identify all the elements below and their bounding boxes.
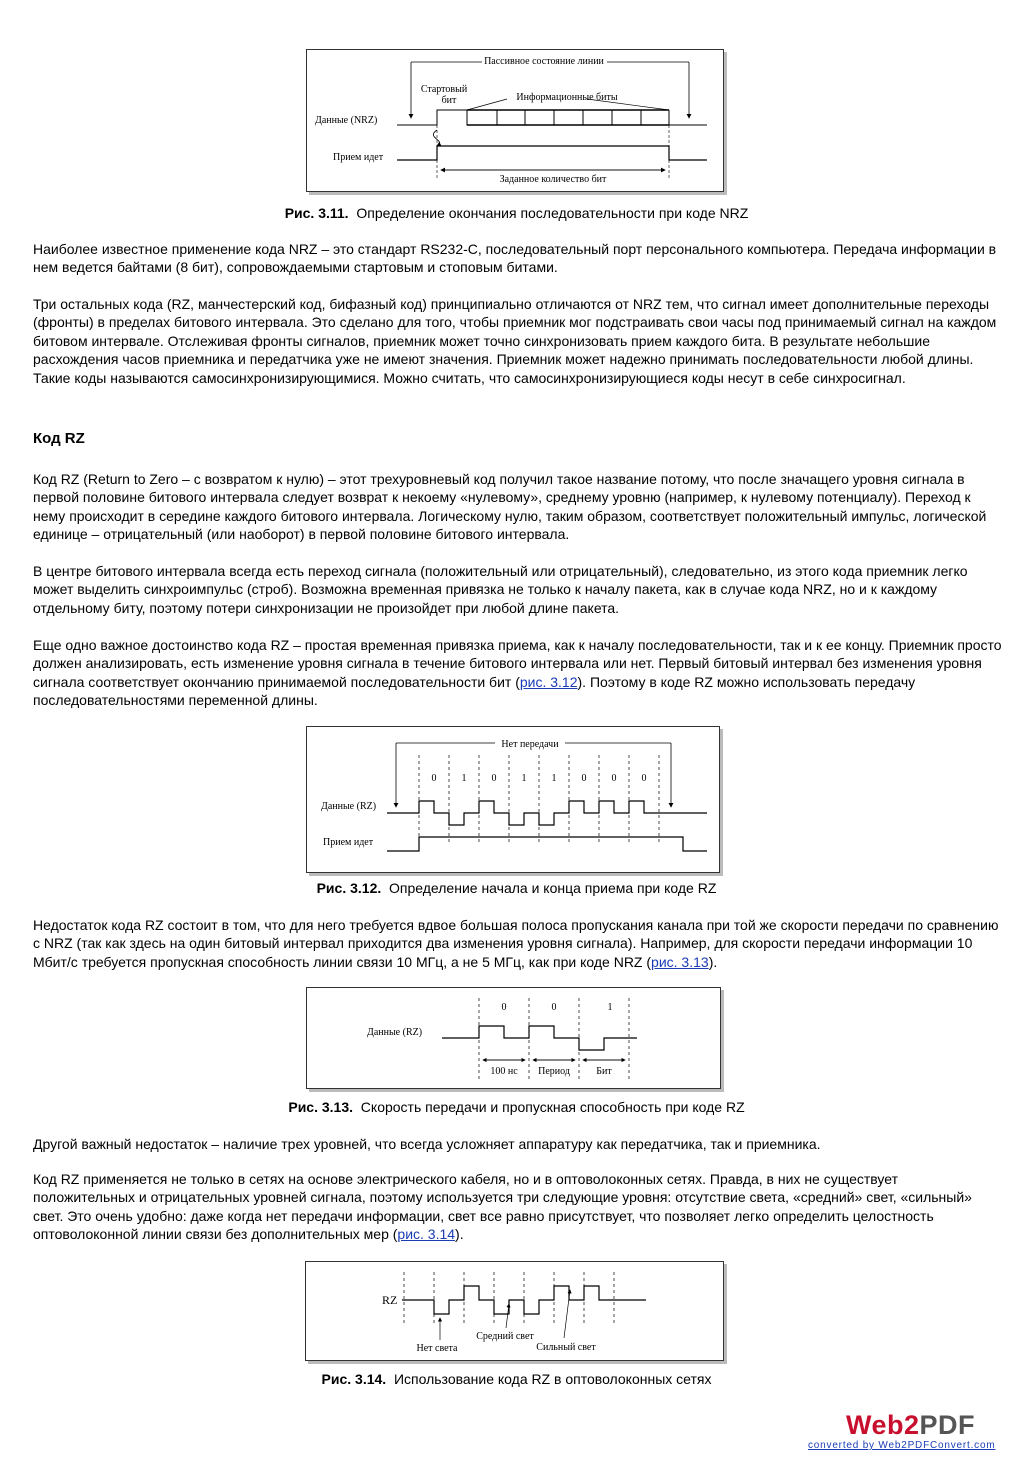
logo-link[interactable]: converted by Web2PDFConvert.com (808, 1440, 996, 1451)
caption-3-13-number: Рис. 3.13. (288, 1099, 354, 1115)
bit-label: 1 (521, 773, 527, 784)
label-rx-rz: Прием идет (323, 837, 374, 848)
bit-label: 0 (491, 773, 497, 784)
label-passive: Пассивное состояние линии (484, 56, 604, 67)
caption-3-14-number: Рис. 3.14. (321, 1371, 387, 1387)
bit-label: 0 (611, 773, 617, 784)
label-rx: Прием идет (333, 152, 384, 163)
figure-3-12 (306, 726, 720, 873)
caption-3-11-text: Определение окончания последовательности при коде NRZ (356, 205, 749, 221)
label-data-nrz: Данные (NRZ) (315, 115, 378, 126)
label-100ns: 100 нс (490, 1066, 518, 1077)
caption-3-12 (0, 880, 1033, 896)
figure-3-14-diagram (306, 1262, 723, 1360)
paragraph-nrz-rs232: Наиболее известное применение кода NRZ – это стандарт RS232-C, последовательный порт персонального компьютера. Передача информации в нем ведется байтами (8 бит), сопровождаемыми стартовым и стоповым битами. (33, 241, 997, 276)
paragraph-rz-bandwidth (33, 916, 1003, 971)
bit-label: 0 (501, 1002, 507, 1013)
caption-3-13 (0, 1099, 1033, 1115)
label-start-2: бит (441, 95, 457, 106)
figure-3-13-diagram (307, 988, 720, 1088)
paragraph-rz-timing-text-a: Еще одно важное достоинство кода RZ – простая временная привязка приема, как к началу последовательности, так и к ее концу. Приемник просто должен анализировать, есть изменение уровня сигнала в течение битового интервала или нет. Первый битовый интервал без изменения уровня сигнала соответствует окончанию принимаемой последовательности бит ( (33, 637, 1002, 690)
figure-3-14 (305, 1261, 724, 1361)
paragraph-self-sync: Три остальных кода (RZ, манчестерский код, бифазный код) принципиально отличаются от NRZ тем, что сигнал имеет дополнительные переходы (фронты) в пределах битового интервала. Это сделано для того, чтобы приемник мог подстраивать свои часы под принимаемый сигнал на каждом битовом интервале. Отслеживая фронты сигналов, приемник может точно синхронизовать прием каждого бита. В результате небольшие расхождения часов приемника и передатчика уже не имеют значения. Приемник может надежно принимать последовательности любой длины. Такие коды называются самосинхронизирующимися. Можно считать, что самосинхронизирующиеся коды несут в себе синхросигнал. (33, 296, 997, 386)
paragraph-rz-timing (33, 636, 1003, 710)
figure-3-12-diagram (307, 727, 719, 872)
figure-3-11-diagram (307, 50, 723, 191)
paragraph-rz-strobe: В центре битового интервала всегда есть переход сигнала (положительный или отрицательный), следовательно, из этого кода приемник легко может выделить синхроимпульс (строб). Возможна временная привязка не только к началу пакета, как в случае кода NRZ, но и к каждому отдельному биту, поэтому потери синхронизации не произойдет при любой длине пакета. (33, 563, 968, 616)
paragraph-rz-optical-text-b: ). (455, 1226, 464, 1243)
paragraph-rz-optical-text-a: Код RZ применяется не только в сетях на основе электрического кабеля, но и в оптоволоконных сетях. Правда, в них не существует положительных и отрицательных уровней сигнала, поэтому используется три следующие уровня: отсутствие света, «средний» свет, «сильный» свет. Это очень удобно: даже когда нет передачи информации, свет все равно присутствует, что позволяет легко определить целостность оптоволоконной линии связи без дополнительных мер ( (33, 1171, 972, 1243)
paragraph-rz-optical (33, 1170, 1003, 1244)
label-bit-count: Заданное количество бит (499, 174, 607, 185)
label-start-1: Стартовый (420, 84, 468, 95)
paragraph-rz-definition: Код RZ (Return to Zero – с возвратом к нулю) – этот трехуровневый код получил такое название потому, что после значащего уровня сигнала в первой половине битового интервала следует возврат к некоему «нулевому», среднему уровню (например, к нулевому потенциалу). Переход к нему происходит в середине каждого битового интервала. Логическому нулю, таким образом, соответствует положительный импульс, логической единице – отрицательный (или наоборот) в первой половине битового интервала. (33, 471, 987, 543)
label-no-transmission: Нет передачи (501, 739, 559, 750)
link-fig-3-12[interactable]: рис. 3.12 (519, 673, 578, 690)
bit-label: 1 (551, 773, 557, 784)
paragraph-rz-bandwidth-text-b: ). (708, 953, 718, 970)
caption-3-12-text: Определение начала и конца приема при коде RZ (389, 880, 717, 896)
bit-label: 1 (461, 773, 467, 784)
bit-label: 0 (431, 773, 437, 784)
bit-label: 0 (641, 773, 647, 784)
figure-3-11 (306, 49, 724, 192)
logo-wordmark (846, 1410, 975, 1441)
label-data-rz: Данные (RZ) (321, 801, 377, 812)
label-no-light: Нет света (416, 1343, 458, 1354)
section-heading-rz: Код RZ (33, 430, 85, 447)
link-fig-3-14[interactable]: рис. 3.14 (397, 1226, 456, 1243)
label-info-bits: Информационные биты (516, 92, 618, 103)
bit-label: 0 (551, 1002, 557, 1013)
label-rz-314: RZ (382, 1293, 398, 1307)
label-period: Период (538, 1066, 570, 1077)
caption-3-14 (0, 1371, 1033, 1387)
logo-web: Web2 (846, 1410, 920, 1440)
bit-label: 0 (581, 773, 587, 784)
figure-3-13 (306, 987, 721, 1089)
label-data-rz-313: Данные (RZ) (367, 1027, 423, 1038)
caption-3-12-number: Рис. 3.12. (316, 880, 382, 896)
label-bit: Бит (596, 1066, 612, 1077)
logo-pdf: PDF (919, 1410, 976, 1440)
link-fig-3-13[interactable]: рис. 3.13 (651, 953, 709, 970)
paragraph-rz-timing-text-b: ). Поэтому в коде RZ можно использовать передачу последовательностями переменной длины. (33, 673, 916, 709)
label-medium-light: Средний свет (476, 1331, 534, 1342)
caption-3-13-text: Скорость передачи и пропускная способность при коде RZ (360, 1099, 745, 1115)
paragraph-rz-bandwidth-text-a: Недостаток кода RZ состоит в том, что для него требуется вдвое большая полоса пропускания канала при той же скорости передачи по сравнению с NRZ (так как здесь на один битовый интервал приходится два изменения уровня сигнала). Например, для скорости передачи информации 10 Мбит/с требуется пропускная способность линии связи 10 МГц, а не 5 МГц, как при коде NRZ ( (33, 917, 999, 970)
caption-3-11-number: Рис. 3.11. (284, 205, 349, 221)
label-strong-light: Сильный свет (536, 1342, 596, 1353)
bit-label: 1 (607, 1002, 613, 1013)
caption-3-11 (0, 205, 1033, 221)
web2pdf-logo[interactable] (806, 1410, 1011, 1456)
caption-3-14-text: Использование кода RZ в оптоволоконных сетях (393, 1371, 712, 1387)
paragraph-rz-three-levels: Другой важный недостаток – наличие трех уровней, что всегда усложняет аппаратуру как передатчика, так и приемника. (33, 1136, 821, 1152)
